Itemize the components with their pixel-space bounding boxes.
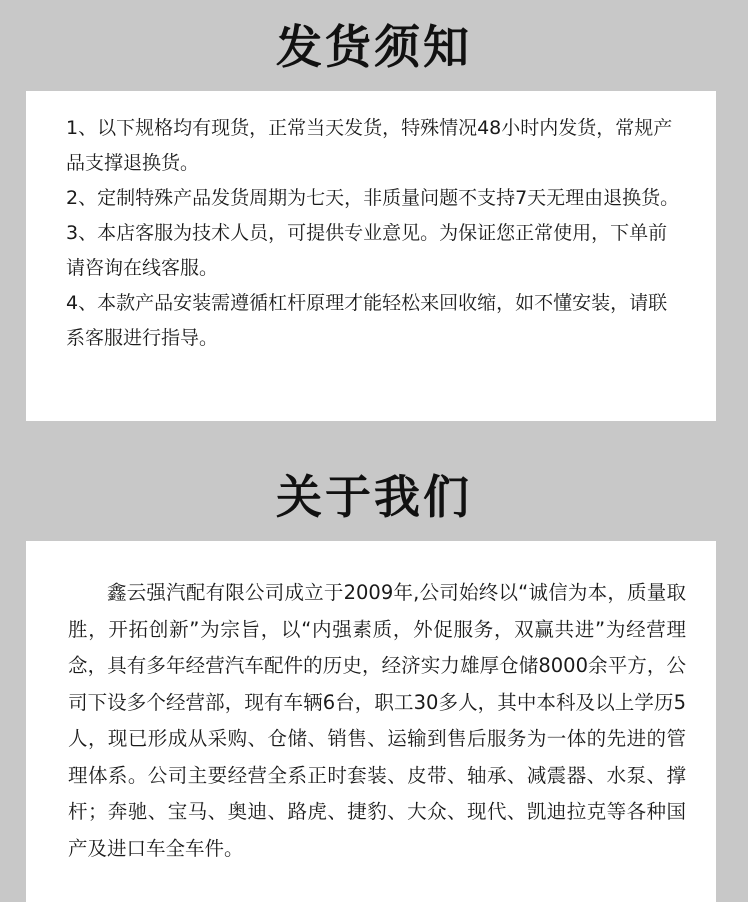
about-us-paragraph: 鑫云强汽配有限公司成立于2009年,公司始终以“诚信为本，质量取胜，开拓创新”为宗旨，以“内强素质，外促服务，双赢共进”为经营理念，具有多年经营汽车配件的历史，经济实力雄厚仓储8000余平方，公司下设多个经营部，现有车辆6台，职工30多人，其中本科及以上学历5人，现已形成从采购、仓储、销售、运输到售后服务为一体的先进的管理体系。公司主要经营全系正时套装、皮带、轴承、减震器、水泵、撑杆；奔驰、宝马、奥迪、路虎、捷豹、大众、现代、凯迪拉克等各种国产及进口车全车件。 — [68, 581, 686, 860]
shipping-notice-title: 发货须知 — [276, 20, 472, 74]
notice-item-2: 2、定制特殊产品发货周期为七天，非质量问题不支持7天无理由退换货。 — [66, 187, 680, 209]
shipping-notice-panel — [26, 91, 716, 421]
notice-item-4: 4、本款产品安装需遵循杠杆原理才能轻松来回收缩，如不懂安装，请联系客服进行指导。 — [66, 292, 668, 349]
notice-item-1: 1、以下规格均有现货，正常当天发货，特殊情况48小时内发货，常规产品支撑退换货。 — [66, 117, 673, 174]
about-us-panel — [26, 541, 716, 902]
about-us-title: 关于我们 — [276, 470, 472, 524]
notice-item-3: 3、本店客服为技术人员，可提供专业意见。为保证您正常使用，下单前请咨询在线客服。 — [66, 222, 668, 279]
